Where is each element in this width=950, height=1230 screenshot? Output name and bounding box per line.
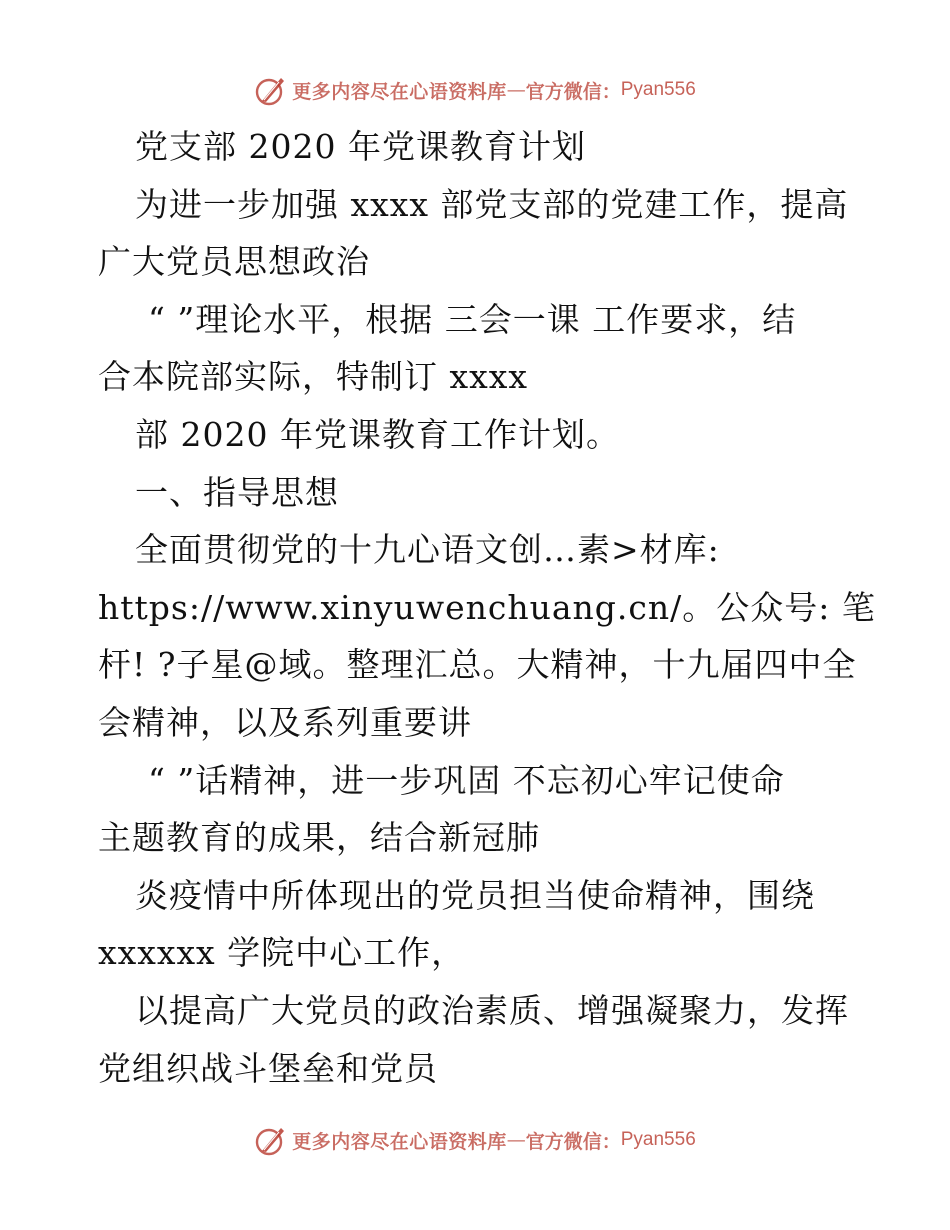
quill-pen-circle-icon — [254, 1123, 288, 1157]
text-line: 炎疫情中所体现出的党员担当使命精神，围绕 — [135, 875, 815, 915]
document-title: 党支部 2020 年党课教育计划 — [135, 127, 586, 166]
watermark-brand-text: 更多内容尽在心语资料库 — [292, 80, 507, 103]
watermark-dash: — — [506, 1129, 526, 1151]
text-line: 全面贯彻党的十九心语文创…素>材库: — [135, 530, 720, 570]
watermark-official-label: 官方微信： — [525, 1130, 621, 1153]
watermark-brand-text: 更多内容尽在心语资料库 — [292, 1130, 507, 1153]
watermark-wechat-id: Pyan556 — [620, 1129, 696, 1150]
watermark-dash: — — [506, 79, 526, 101]
text-line: https://www.xinyuwenchuang.cn/。公众号: 笔 — [98, 587, 876, 627]
header-watermark — [0, 70, 950, 110]
quill-pen-circle-icon — [254, 73, 288, 107]
document-body — [98, 118, 878, 1097]
text-line: 为进一步加强 xxxx 部党支部的党建工作，提高 — [135, 184, 849, 224]
watermark-official-label: 官方微信： — [525, 80, 621, 103]
footer-watermark — [0, 1120, 950, 1160]
section-heading: 一、指导思想 — [135, 472, 339, 512]
text-line: xxxxxx 学院中心工作， — [98, 933, 466, 973]
text-line: 部 2020 年党课教育工作计划。 — [135, 414, 620, 454]
text-line: 主题教育的成果，结合新冠肺 — [98, 818, 540, 858]
text-line: 以提高广大党员的政治素质、增强凝聚力，发挥 — [135, 990, 849, 1030]
text-line: “ ”话精神，进一步巩固 不忘初心牢记使命 — [148, 760, 785, 800]
text-line: 杆! ?子星@域。整理汇总。大精神，十九届四中全 — [98, 645, 857, 685]
text-line: 会精神，以及系列重要讲 — [98, 702, 472, 742]
text-line: 党组织战斗堡垒和党员 — [98, 1048, 438, 1088]
text-line: 广大党员思想政治 — [98, 242, 370, 282]
watermark-wechat-id: Pyan556 — [620, 79, 696, 100]
text-line: “ ”理论水平，根据 三会一课 工作要求，结 — [148, 299, 797, 339]
text-line: 合本院部实际，特制订 xxxx — [98, 357, 528, 397]
